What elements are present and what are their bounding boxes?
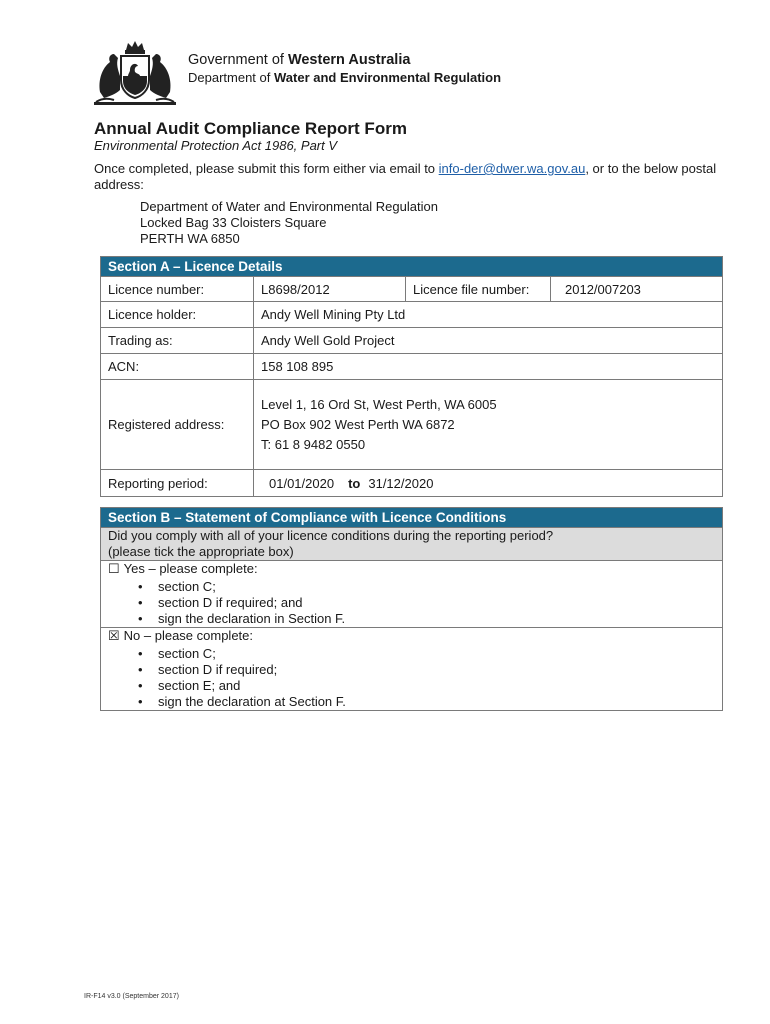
registered-address-line: T: 61 8 9482 0550 — [261, 436, 366, 452]
compliance-question-note: (please tick the appropriate box) — [108, 544, 294, 559]
licence-holder-field[interactable]: Andy Well Mining Pty Ltd — [254, 302, 723, 328]
list-item: • section E; and — [158, 678, 715, 694]
licence-holder-label: Licence holder: — [101, 302, 254, 328]
trading-as-label: Trading as: — [101, 328, 254, 354]
licence-number-label: Licence number: — [101, 277, 254, 302]
form-version-footer: IR-F14 v3.0 (September 2017) — [84, 993, 179, 1000]
list-item: • section C; — [158, 646, 715, 662]
yes-checkbox[interactable]: ☐ — [108, 561, 120, 576]
yes-option-label: Yes – please complete: — [123, 561, 258, 576]
address-line: Locked Bag 33 Cloisters Square — [140, 215, 327, 230]
agency-line1-prefix: Government of — [188, 52, 288, 68]
list-item: • sign the declaration in Section F. — [158, 611, 715, 627]
list-item: • section C; — [158, 579, 715, 595]
trading-as-field[interactable]: Andy Well Gold Project — [254, 328, 723, 354]
intro-text-before: Once completed, please submit this form either via email to — [94, 161, 439, 176]
agency-line1-bold: Western Australia — [287, 52, 411, 68]
section-b-table — [100, 507, 723, 711]
section-b-heading: Section B – Statement of Compliance with Licence Conditions — [101, 508, 723, 528]
yes-option — [101, 561, 723, 628]
section-a-heading: Section A – Licence Details — [101, 257, 723, 277]
form-subtitle: Environmental Protection Act 1986, Part V — [94, 138, 338, 153]
compliance-question-text: Did you comply with all of your licence conditions during the reporting period? — [108, 528, 554, 543]
registered-address-field[interactable] — [254, 380, 723, 470]
intro-text-after: , or to the below postal address: — [94, 161, 717, 192]
list-item: • section D if required; and — [158, 595, 715, 611]
licence-number-field[interactable]: L8698/2012 — [254, 277, 406, 302]
no-option-label: No – please complete: — [123, 628, 254, 643]
acn-field[interactable]: 158 108 895 — [254, 354, 723, 380]
email-link[interactable]: info-der@dwer.wa.gov.au — [438, 161, 586, 176]
list-item: • sign the declaration at Section F. — [158, 694, 715, 710]
compliance-question — [101, 528, 723, 561]
registered-address-line: Level 1, 16 Ord St, West Perth, WA 6005 — [261, 396, 497, 412]
registered-address-line: PO Box 902 West Perth WA 6872 — [261, 416, 455, 432]
address-line: PERTH WA 6850 — [140, 231, 240, 246]
no-checkbox[interactable]: ☒ — [108, 628, 120, 643]
submission-instructions — [94, 161, 724, 193]
agency-line2-prefix: Department of — [188, 70, 274, 85]
registered-address-label: Registered address: — [101, 380, 254, 470]
reporting-period-from: 01/01/2020 — [269, 475, 335, 491]
reporting-period-field[interactable] — [254, 470, 723, 497]
list-item: • section D if required; — [158, 662, 715, 678]
no-instructions-list — [108, 646, 715, 710]
agency-line2-bold: Water and Environmental Regulation — [274, 70, 502, 85]
reporting-period-to-word: to — [348, 475, 361, 491]
form-title: Annual Audit Compliance Report Form — [94, 119, 407, 138]
address-line: Department of Water and Environmental Regulation — [140, 199, 438, 214]
reporting-period-label: Reporting period: — [101, 470, 254, 497]
acn-label: ACN: — [101, 354, 254, 380]
agency-name — [188, 52, 501, 86]
postal-address — [140, 199, 438, 247]
section-a-table — [100, 256, 723, 497]
no-option — [101, 628, 723, 711]
yes-instructions-list — [108, 579, 715, 627]
wa-government-crest-logo — [92, 40, 178, 108]
licence-file-number-field[interactable]: 2012/007203 — [551, 277, 723, 302]
reporting-period-to: 31/12/2020 — [368, 475, 434, 491]
licence-file-number-label: Licence file number: — [406, 277, 551, 302]
